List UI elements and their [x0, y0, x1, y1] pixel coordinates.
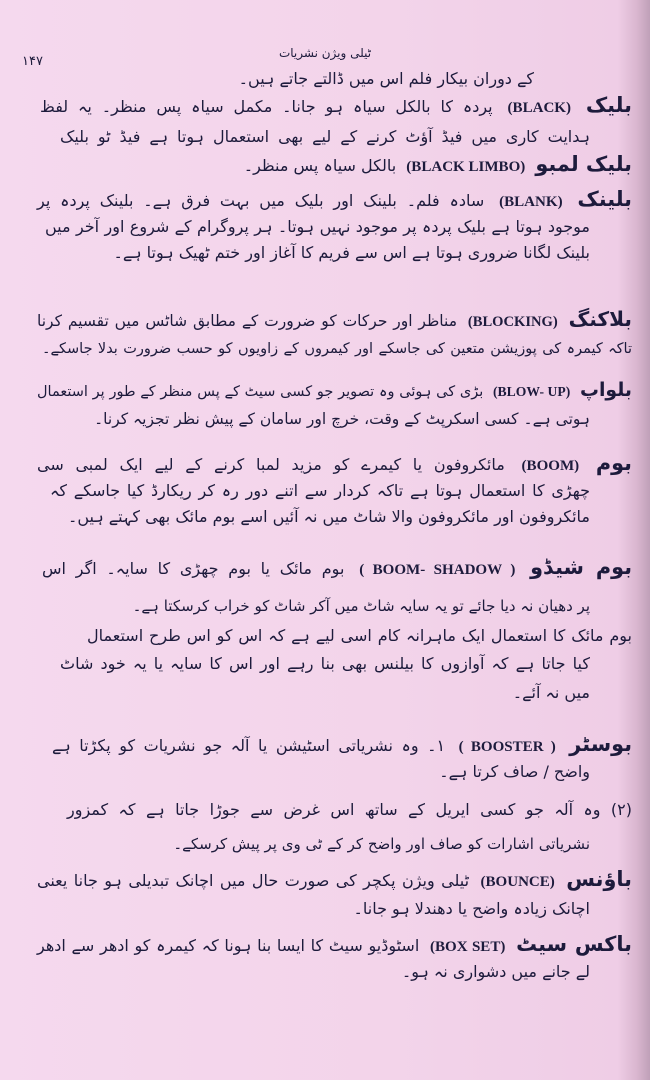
body-text-line [50, 478, 590, 504]
line-content [37, 932, 632, 956]
body-text-line [87, 623, 632, 649]
entry-headword: بلاکنگ [568, 307, 632, 331]
line-text: مائکروفون یا کیمرے کو مزید لمبا کرنے کے لیے ایک لمبی سی [37, 455, 505, 474]
line-content [243, 152, 632, 176]
line-content [42, 555, 633, 579]
line-content [37, 867, 632, 891]
line-text: پردہ کا بالکل سیاہ ہو جانا۔ مکمل سیاہ پس منظر۔ یہ لفظ [40, 97, 493, 116]
english-term: (BOX SET) [430, 939, 506, 955]
english-term: (BOUNCE) [480, 874, 555, 890]
body-text-line [290, 896, 590, 922]
line-text: سادہ فلم۔ بلینک اور بلیک میں بہت فرق ہے۔ بلینک پردہ پر [37, 191, 485, 210]
page-number: ۱۴۷ [22, 54, 43, 69]
line-content [67, 800, 632, 819]
line-text: مائکروفون اور مائکروفون والا شاٹ میں نہ آئیں اسے بوم مائک بھی کہتے ہیں۔ [67, 507, 590, 526]
line-content [37, 307, 632, 331]
glossary-entry-line [37, 931, 632, 960]
line-text: پر دھیان نہ دیا جائے تو یہ سایہ شاٹ میں آکر شاٹ کو خراب کرسکتا ہے۔ [132, 597, 590, 615]
entry-headword: بوم شیڈو [530, 555, 633, 579]
glossary-entry-line [37, 186, 632, 215]
line-text: کے دوران بیکار فلم اس میں ڈالتے جاتے ہیں۔ [238, 69, 534, 88]
body-text-line [90, 406, 590, 432]
english-term: (BLOCKING) [467, 314, 558, 330]
line-text: بوم مائک یا بوم چھڑی کا سایہ۔ اگر اس [42, 559, 345, 578]
line-text: ہوتی ہے۔ کسی اسکرپٹ کے وقت، خرچ اور سامان کے پیش نظر تجزیہ کرنا۔ [94, 410, 590, 428]
body-text-line [120, 593, 590, 619]
english-term: (BLACK) [507, 100, 571, 116]
line-content [45, 217, 590, 236]
entry-headword: باؤنس [566, 867, 632, 891]
body-text-line [42, 336, 632, 362]
body-text-line [114, 66, 534, 92]
entry-headword: بلواپ [580, 380, 632, 401]
line-text: کیا جاتا ہے کہ آوازوں کا بیلنس بھی بنا رہے اور اس کا سایہ یا یہ خود شاٹ [60, 654, 590, 673]
line-content [37, 451, 632, 475]
line-content [37, 187, 632, 211]
english-term: (BLACK LIMBO) [406, 159, 526, 175]
glossary-entry-line [37, 306, 632, 335]
entry-headword: بلینک [577, 187, 632, 211]
glossary-entry-line [42, 554, 632, 583]
body-text-line [65, 504, 590, 530]
line-text: ۱۔ وہ نشریاتی اسٹیشن یا آلہ جو نشریات کو پکڑتا ہے [52, 736, 446, 755]
line-text: (۲) وہ آلہ جو کسی ایریل کے ساتھ اس غرض سے جوڑا جاتا ہے کہ کمزور [67, 800, 632, 819]
entry-headword: باکس سیٹ [516, 932, 632, 956]
line-content [239, 69, 534, 88]
line-content [133, 597, 590, 615]
english-term: (BOOM) [521, 458, 580, 474]
line-content [113, 243, 590, 262]
line-text: اسٹوڈیو سیٹ کا ایسا بنا ہونا کہ کیمرہ کو ادھر سے ادھر [37, 936, 420, 955]
line-content [402, 962, 590, 981]
line-content [513, 683, 590, 702]
line-content [94, 410, 590, 428]
line-text: اچانک زیادہ واضح یا دھندلا ہو جانا۔ [353, 899, 590, 918]
line-content [87, 626, 632, 645]
english-term: ( BOOM- SHADOW ) [359, 562, 516, 578]
line-text: بڑی کی ہوئی وہ تصویر جو کسی سیٹ کے پس منظر کے طور پر استعمال [37, 384, 484, 400]
line-text: چھڑی کا استعمال ہوتا ہے تاکہ کردار سے اتنے دور رہ کر ریکارڈ کیا جاسکے کہ [50, 481, 590, 500]
body-text-line [45, 214, 590, 240]
entry-headword: بلیک [585, 93, 632, 117]
glossary-entry-line [37, 866, 632, 895]
line-content [40, 93, 632, 117]
line-text: واضح / صاف کرتا ہے۔ [439, 762, 590, 781]
body-text-line [60, 124, 590, 150]
line-text: ہدایت کاری میں فیڈ آؤٹ کرنے کے لیے بھی استعمال ہوتا ہے فیڈ ٹو بلیک [60, 127, 590, 146]
line-content [60, 654, 590, 673]
line-text: ٹیلی ویژن پکچر کی صورت حال میں اچانک تبدیلی ہو جانا یعنی [37, 871, 470, 890]
glossary-entry-line [152, 151, 632, 180]
line-text: میں نہ آئے۔ [512, 683, 590, 702]
line-text: نشریاتی اشارات کو صاف اور واضح کر کے ٹی وی پر پیش کرسکے۔ [173, 835, 590, 853]
line-content [52, 732, 633, 756]
glossary-entry-line [52, 731, 632, 760]
body-text-line [170, 831, 590, 857]
line-content [439, 762, 590, 781]
body-text-line [415, 759, 590, 785]
line-text: لے جانے میں دشواری نہ ہو۔ [401, 962, 590, 981]
line-text: بلینک لگانا ضروری ہوتا ہے اس سے فریم کا آغاز اور ختم ٹھیک ہوتا ہے۔ [113, 243, 590, 262]
body-text-line [67, 797, 632, 823]
line-text: موجود ہوتا ہے بلیک پردہ پر موجود نہیں ہوتا۔ ہر پروگرام کے شروع اور آخر میں [45, 217, 590, 236]
line-content [354, 899, 591, 918]
line-content [50, 481, 590, 500]
body-text-line [60, 651, 590, 677]
body-text-line [500, 680, 590, 706]
body-text-line [70, 240, 590, 266]
line-content [42, 341, 632, 357]
english-term: (BLANK) [499, 194, 563, 210]
english-term: (BLOW- UP) [493, 384, 571, 399]
entry-headword: بوسٹر [569, 732, 633, 756]
line-text: بوم مائک کا استعمال ایک ماہرانہ کام اسی لیے ہے کہ اس کو اس طرح استعمال [87, 626, 632, 645]
line-content [68, 507, 590, 526]
running-title: ٹیلی ویژن نشریات [278, 46, 372, 60]
line-content [37, 380, 632, 401]
glossary-entry-line [40, 92, 632, 121]
line-content [173, 835, 590, 853]
line-text: تاکہ کیمرہ کی پوزیشن متعین کی جاسکے اور کیمروں کے زاویوں کو حسب ضرورت بدلا جاسکے۔ [42, 341, 632, 357]
glossary-entry-line [37, 450, 632, 479]
line-text: بالکل سیاہ پس منظر۔ [243, 156, 397, 175]
glossary-entry-line [37, 378, 632, 405]
line-text: مناظر اور حرکات کو ضرورت کے مطابق شاٹس میں تقسیم کرنا [37, 312, 458, 330]
entry-headword: بوم [595, 451, 632, 475]
body-text-line [340, 959, 590, 985]
line-content [60, 127, 590, 146]
english-term: ( BOOSTER ) [458, 739, 556, 755]
entry-headword: بلیک لمبو [535, 152, 632, 176]
